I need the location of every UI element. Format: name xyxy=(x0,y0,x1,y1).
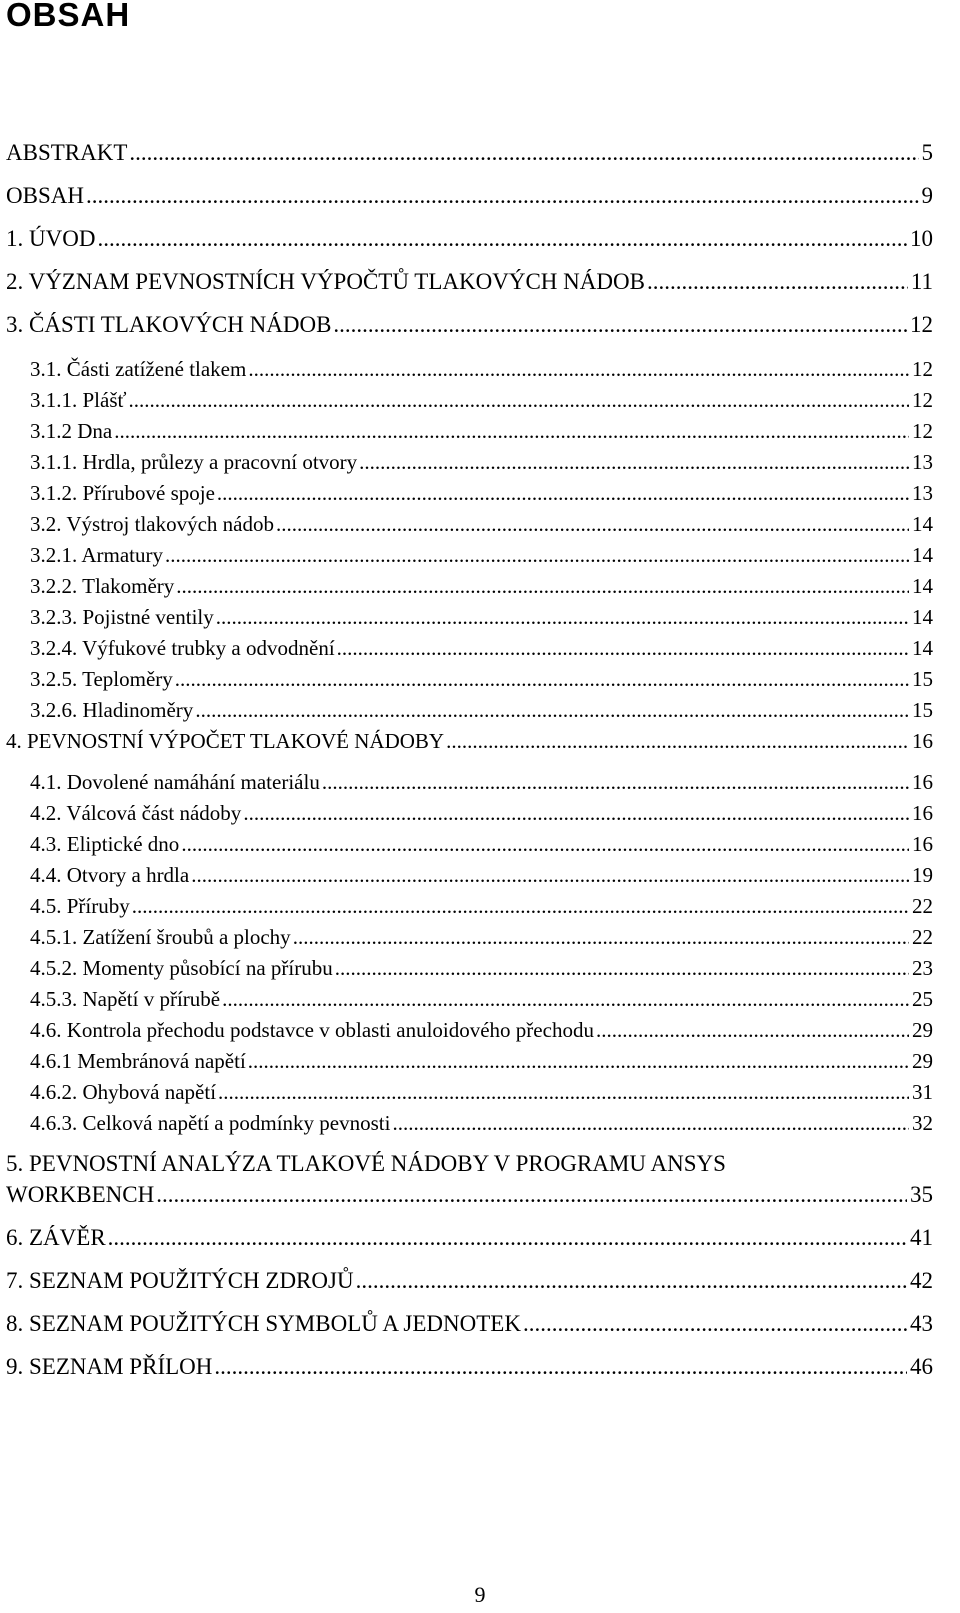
toc-entry-page: 29 xyxy=(912,1049,933,1073)
toc-leader xyxy=(359,450,909,475)
toc-entry-page: 15 xyxy=(912,698,933,722)
toc-entry-title: 3.2.1. Armatury xyxy=(30,543,163,567)
toc-leader xyxy=(333,312,907,338)
toc-entry[interactable] xyxy=(30,419,933,444)
toc-leader xyxy=(165,543,909,568)
toc-entry[interactable] xyxy=(30,1080,933,1105)
toc-entry[interactable] xyxy=(6,1182,933,1208)
toc-entry[interactable] xyxy=(6,312,933,338)
toc-leader xyxy=(181,832,909,857)
toc-entry-page: 16 xyxy=(912,770,933,794)
toc-entry[interactable] xyxy=(30,450,933,475)
toc-entry-title: 4.6.2. Ohybová napětí xyxy=(30,1080,217,1104)
toc-leader xyxy=(276,512,909,537)
toc-entry-title: 6. ZÁVĚR xyxy=(6,1225,106,1250)
toc-entry[interactable] xyxy=(30,574,933,599)
toc-entry[interactable] xyxy=(30,388,933,413)
toc-leader xyxy=(156,1182,907,1208)
toc-entry[interactable] xyxy=(6,1354,933,1380)
toc-entry[interactable] xyxy=(30,512,933,537)
toc-entry-page: 14 xyxy=(912,512,933,536)
toc-entry-title: 3.1.1. Hrdla, průlezy a pracovní otvory xyxy=(30,450,358,474)
toc-entry-title: 3.1.2. Přírubové spoje xyxy=(30,481,215,505)
toc-entry[interactable] xyxy=(30,481,933,506)
toc-entry[interactable] xyxy=(30,1111,933,1136)
toc-leader xyxy=(293,925,909,950)
toc-entry-title: 4.1. Dovolené namáhání materiálu xyxy=(30,770,320,794)
toc-entry[interactable] xyxy=(30,801,933,826)
toc-leader xyxy=(216,605,909,630)
toc-entry-title: 4.6.1 Membránová napětí xyxy=(30,1049,246,1073)
toc-entry-title: WORKBENCH xyxy=(6,1182,155,1207)
toc-leader xyxy=(596,1018,909,1043)
toc-entry-title: 4. PEVNOSTNÍ VÝPOČET TLAKOVÉ NÁDOBY xyxy=(6,729,445,753)
toc-entry-title-line1[interactable]: 5. PEVNOSTNÍ ANALÝZA TLAKOVÉ NÁDOBY V PROGRAMU ANSYS xyxy=(6,1151,726,1176)
toc-leader xyxy=(195,698,909,723)
toc-leader xyxy=(392,1111,909,1136)
toc-entry-page: 32 xyxy=(912,1111,933,1135)
toc-leader xyxy=(248,357,909,382)
toc-entry-title: 3.1. Části zatížené tlakem xyxy=(30,357,247,381)
toc-leader xyxy=(191,863,909,888)
page-title: OBSAH xyxy=(6,0,131,33)
toc-leader xyxy=(337,636,909,661)
toc-entry-page: 5 xyxy=(921,140,933,165)
toc-entry[interactable] xyxy=(30,925,933,950)
toc-entry-title: 4.6.3. Celková napětí a podmínky pevnosti xyxy=(30,1111,391,1135)
toc-leader xyxy=(129,140,918,166)
toc-entry-page: 16 xyxy=(912,729,933,753)
toc-entry-title: 3.1.2 Dna xyxy=(30,419,113,443)
toc-entry[interactable] xyxy=(30,770,933,795)
toc-entry[interactable] xyxy=(30,1049,933,1074)
toc-entry-title: 3.2.4. Výfukové trubky a odvodnění xyxy=(30,636,335,660)
toc-entry-title: 4.3. Eliptické dno xyxy=(30,832,180,856)
toc-leader xyxy=(322,770,909,795)
toc-entry[interactable] xyxy=(6,1268,933,1294)
toc-entry-page: 13 xyxy=(912,450,933,474)
toc-entry-page: 22 xyxy=(912,925,933,949)
toc-leader xyxy=(86,183,919,209)
toc-entry-page: 12 xyxy=(912,357,933,381)
toc-entry[interactable] xyxy=(30,357,933,382)
toc-entry-page: 14 xyxy=(912,543,933,567)
toc-entry-title: 3.2.6. Hladinoměry xyxy=(30,698,194,722)
toc-entry-page: 10 xyxy=(910,226,933,251)
toc-entry-page: 12 xyxy=(912,419,933,443)
toc-leader xyxy=(523,1311,907,1337)
toc-entry-title: 9. SEZNAM PŘÍLOH xyxy=(6,1354,213,1379)
toc-entry-page: 35 xyxy=(910,1182,933,1207)
toc-leader xyxy=(243,801,909,826)
toc-entry-page: 13 xyxy=(912,481,933,505)
toc-leader xyxy=(222,987,909,1012)
toc-entry-page: 12 xyxy=(912,388,933,412)
toc-entry-title: 1. ÚVOD xyxy=(6,226,96,251)
toc-entry-page: 22 xyxy=(912,894,933,918)
toc-entry-page: 41 xyxy=(910,1225,933,1250)
toc-entry-title: 3. ČÁSTI TLAKOVÝCH NÁDOB xyxy=(6,312,332,337)
toc-entry-title: OBSAH xyxy=(6,183,84,208)
toc-entry-page: 29 xyxy=(912,1018,933,1042)
toc-entry-title: 3.1.1. Plášť xyxy=(30,388,127,412)
toc-entry-title: 3.2.5. Teploměry xyxy=(30,667,173,691)
page-number: 9 xyxy=(474,1582,486,1607)
toc-entry-page: 9 xyxy=(921,183,933,208)
toc-entry-page: 19 xyxy=(912,863,933,887)
toc-entry-page: 25 xyxy=(912,987,933,1011)
toc-leader xyxy=(128,388,909,413)
toc-entry-page: 43 xyxy=(910,1311,933,1336)
toc-entry[interactable] xyxy=(30,1018,933,1043)
toc-entry-page: 23 xyxy=(912,956,933,980)
toc-entry-page: 15 xyxy=(912,667,933,691)
toc-entry[interactable] xyxy=(6,1225,933,1251)
toc-entry-title: 4.5.2. Momenty působící na přírubu xyxy=(30,956,333,980)
toc-leader xyxy=(647,269,908,295)
toc-entry-page: 42 xyxy=(910,1268,933,1293)
toc-entry[interactable] xyxy=(6,226,933,252)
toc-entry-page: 31 xyxy=(912,1080,933,1104)
toc-entry-page: 14 xyxy=(912,636,933,660)
toc-entry[interactable] xyxy=(30,636,933,661)
toc-entry-title: 3.2.2. Tlakoměry xyxy=(30,574,175,598)
toc-entry-page: 16 xyxy=(912,801,933,825)
toc-leader xyxy=(175,667,909,692)
toc-entry-title: 4.5. Příruby xyxy=(30,894,130,918)
toc-entry-title: 3.2.3. Pojistné ventily xyxy=(30,605,214,629)
toc-entry[interactable] xyxy=(30,956,933,981)
toc-entry-page: 14 xyxy=(912,574,933,598)
toc-leader xyxy=(356,1268,907,1294)
toc-entry-title: 8. SEZNAM POUŽITÝCH SYMBOLŮ A JEDNOTEK xyxy=(6,1311,521,1336)
toc-entry[interactable] xyxy=(6,729,933,754)
toc-leader xyxy=(217,481,909,506)
toc-entry-page: 16 xyxy=(912,832,933,856)
toc-entry[interactable] xyxy=(30,987,933,1012)
toc-entry-title: 4.5.1. Zatížení šroubů a plochy xyxy=(30,925,291,949)
toc-entry[interactable] xyxy=(30,543,933,568)
toc-entry[interactable] xyxy=(30,698,933,723)
toc-leader xyxy=(446,729,909,754)
toc-entry[interactable] xyxy=(6,140,933,166)
toc-leader xyxy=(97,226,907,252)
toc-entry[interactable] xyxy=(6,1311,933,1337)
toc-entry[interactable] xyxy=(30,667,933,692)
toc-entry[interactable] xyxy=(6,183,933,209)
toc-entry-page: 12 xyxy=(910,312,933,337)
toc-leader xyxy=(214,1354,907,1380)
toc-entry-title: 4.6. Kontrola přechodu podstavce v oblasti anuloidového přechodu xyxy=(30,1018,594,1042)
toc-entry[interactable] xyxy=(30,894,933,919)
toc-entry-title: 4.4. Otvory a hrdla xyxy=(30,863,190,887)
toc-leader xyxy=(335,956,909,981)
toc-entry[interactable] xyxy=(6,269,933,295)
toc-entry-title: 7. SEZNAM POUŽITÝCH ZDROJŮ xyxy=(6,1268,354,1293)
toc-entry-page: 14 xyxy=(912,605,933,629)
toc-entry-title: 4.5.3. Napětí v přírubě xyxy=(30,987,221,1011)
toc-entry[interactable] xyxy=(30,605,933,630)
toc-entry-title: 4.2. Válcová část nádoby xyxy=(30,801,242,825)
toc-leader xyxy=(176,574,909,599)
toc-leader xyxy=(114,419,909,444)
toc-entry-title: 2. VÝZNAM PEVNOSTNÍCH VÝPOČTŮ TLAKOVÝCH NÁDOB xyxy=(6,269,645,294)
toc-leader xyxy=(132,894,909,919)
toc-leader xyxy=(108,1225,907,1251)
toc-entry-page: 46 xyxy=(910,1354,933,1379)
toc-entry-page: 11 xyxy=(910,269,933,294)
toc-entry[interactable] xyxy=(30,832,933,857)
toc-entry-title: 3.2. Výstroj tlakových nádob xyxy=(30,512,275,536)
toc-leader xyxy=(218,1080,909,1105)
toc-entry[interactable] xyxy=(30,863,933,888)
toc-entry-title: ABSTRAKT xyxy=(6,140,128,165)
toc-leader xyxy=(248,1049,909,1074)
